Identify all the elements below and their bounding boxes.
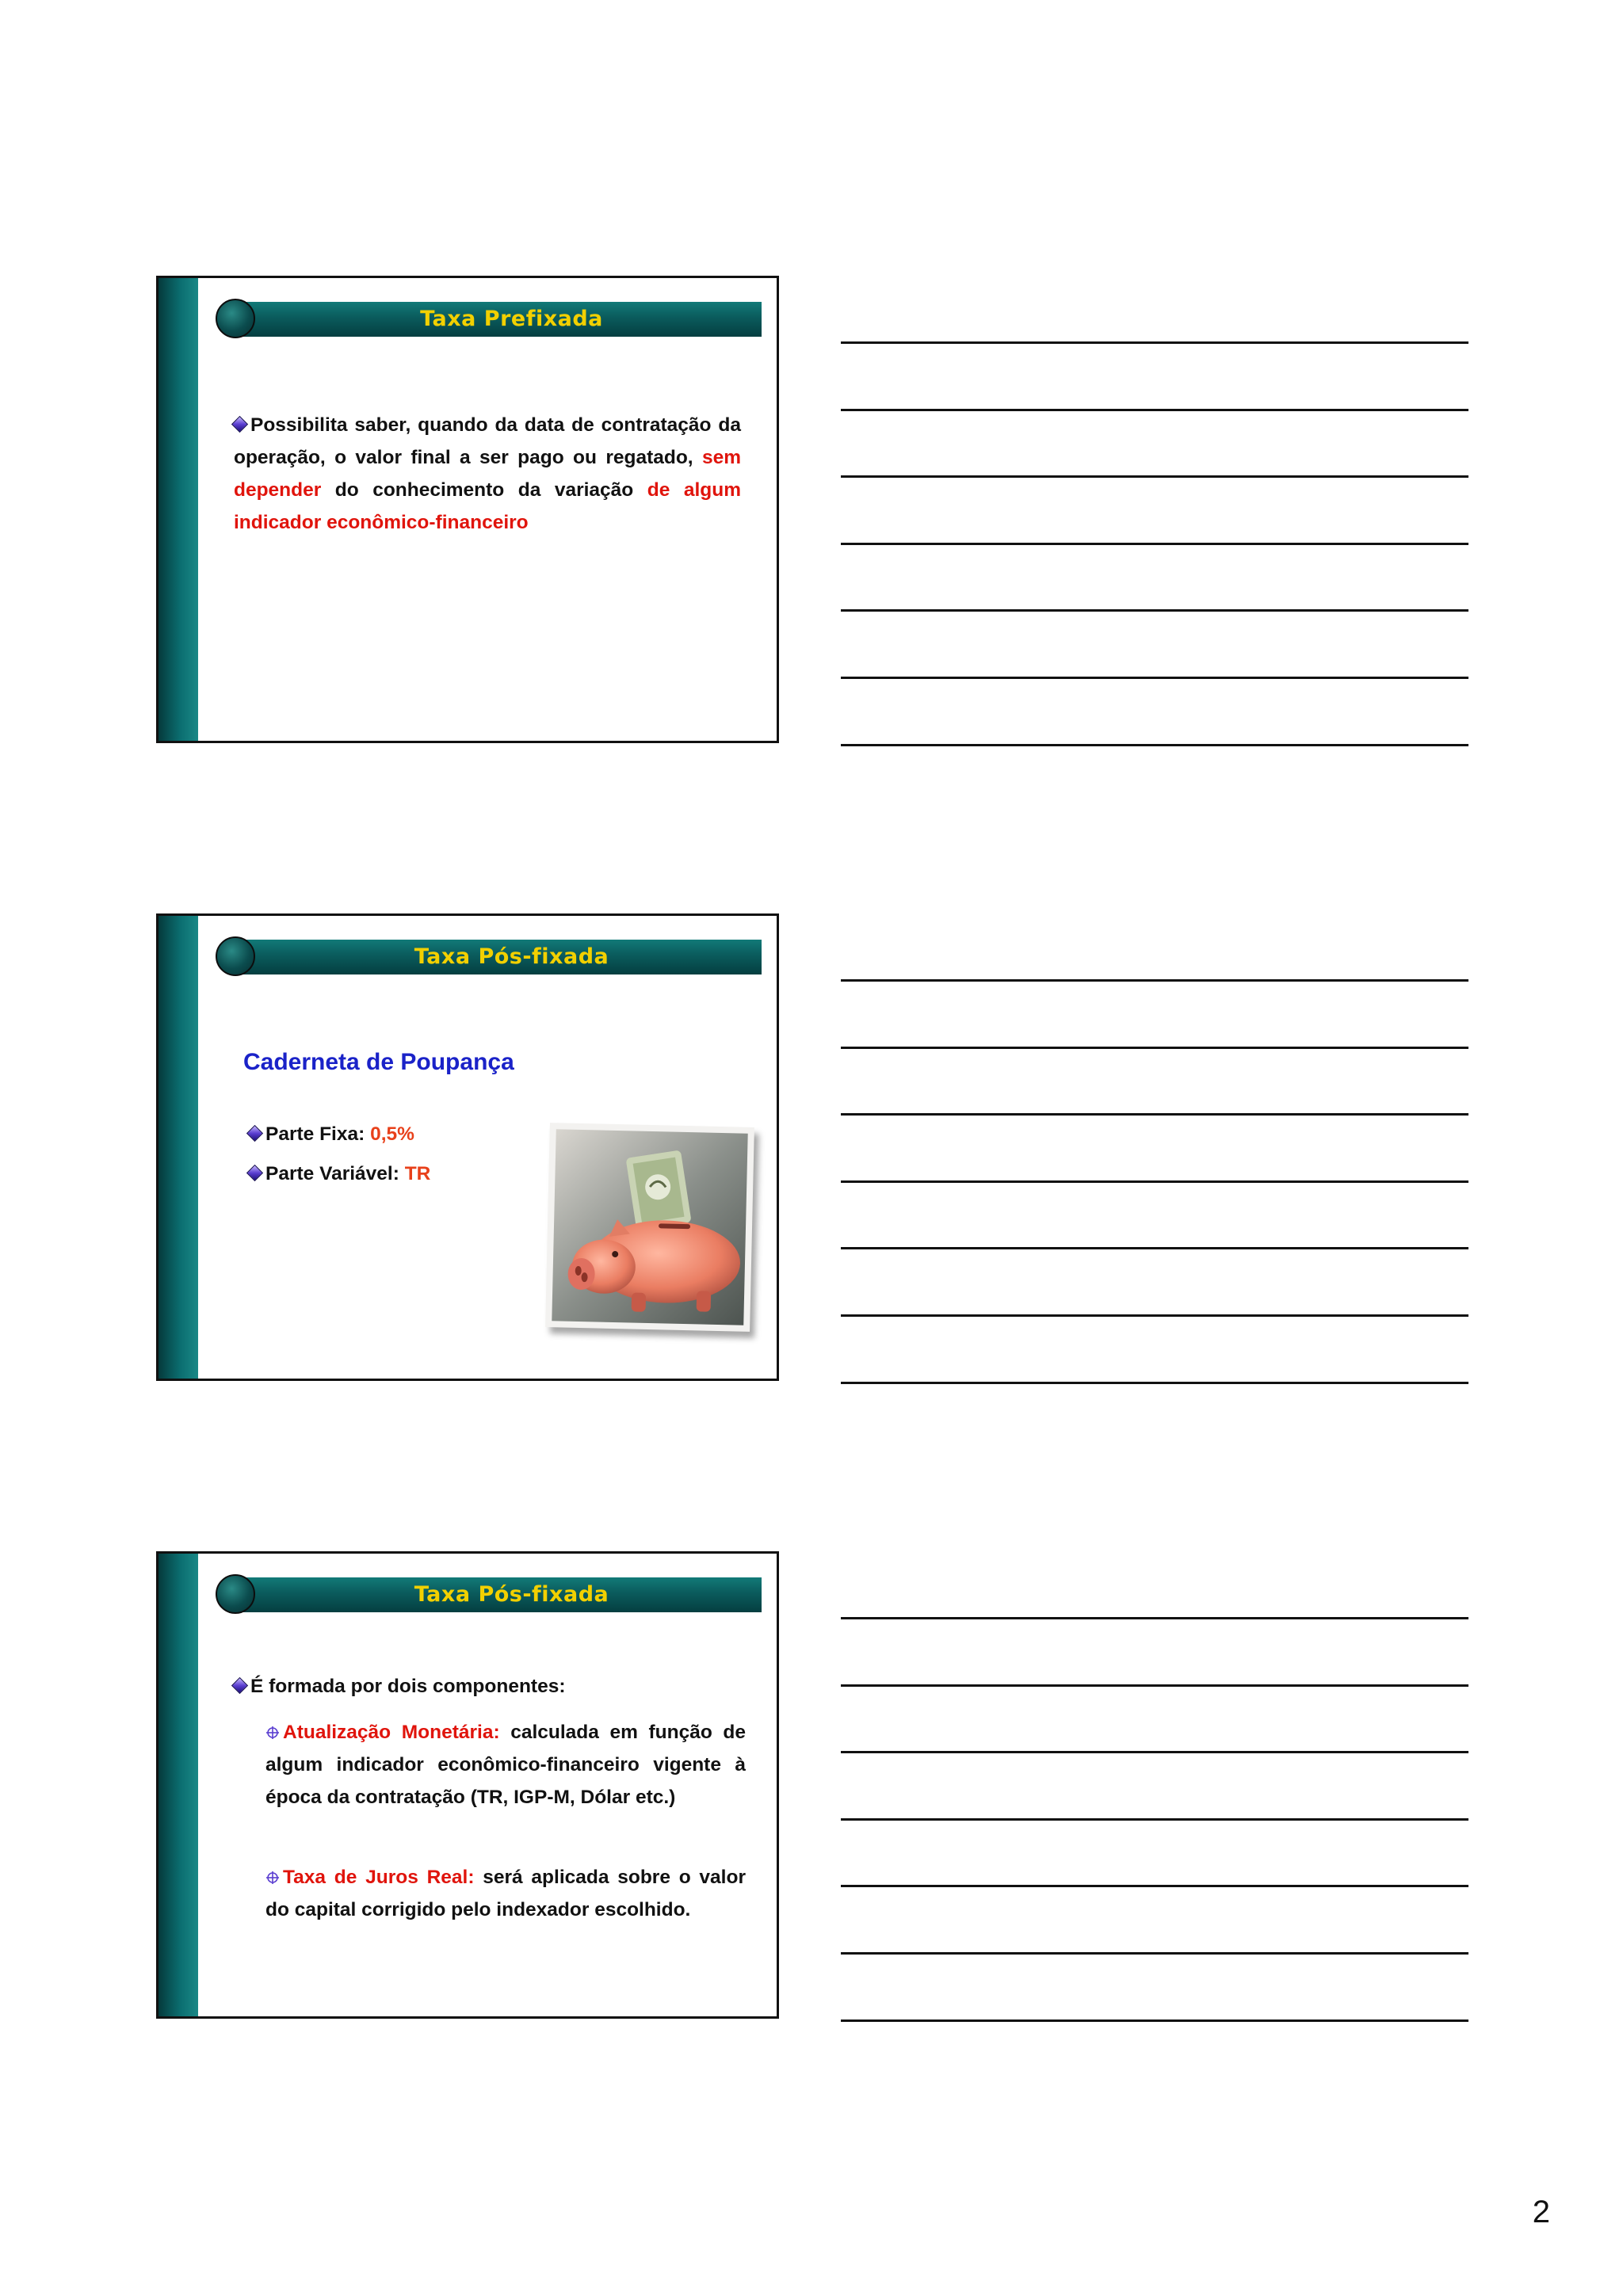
intro-text: É formada por dois componentes: [250, 1676, 566, 1697]
crosshair-bullet-icon [265, 1726, 280, 1740]
note-line [841, 979, 1468, 982]
title-bullet-circle [216, 936, 255, 976]
note-line [841, 543, 1468, 545]
body-text-red-1: sem depender [234, 447, 741, 501]
title-bullet-circle [216, 299, 255, 338]
note-line [841, 1180, 1468, 1183]
note-line [841, 1684, 1468, 1687]
slide-title: Taxa Pós-fixada [414, 944, 609, 969]
note-line [841, 1047, 1468, 1049]
slide-subtitle: Caderneta de Poupança [243, 1049, 514, 1075]
list-item [249, 1158, 430, 1190]
note-line [841, 1617, 1468, 1619]
note-line [841, 2019, 1468, 2022]
note-line [841, 475, 1468, 478]
note-line [841, 744, 1468, 746]
title-bullet-circle [216, 1574, 255, 1614]
component-item [265, 1716, 746, 1814]
component-item [265, 1861, 746, 1926]
item-label: Parte Fixa: [265, 1123, 371, 1145]
piggy-bank-image [545, 1123, 754, 1332]
diamond-bullet-icon [246, 1165, 263, 1181]
item-value: TR [404, 1163, 431, 1184]
slide-side-bar [158, 278, 198, 741]
list-item [249, 1118, 414, 1150]
slide-body [234, 409, 741, 539]
slide-title-bar [230, 940, 762, 974]
slide-title: Taxa Pós-fixada [414, 1582, 609, 1607]
note-line [841, 1314, 1468, 1317]
slide-1 [156, 276, 779, 743]
note-line [841, 1247, 1468, 1249]
item-label: Parte Variável: [265, 1163, 405, 1184]
body-text-b: do conhecimento da variação [321, 479, 647, 501]
slide-3 [156, 1551, 779, 2019]
component-text: será aplicada sobre o valor do capital corrigido pelo indexador escolhido. [265, 1867, 746, 1920]
slide-title: Taxa Prefixada [420, 307, 603, 331]
slide-intro [234, 1670, 741, 1703]
component-term: Atualização Monetária: [283, 1722, 500, 1743]
diamond-bullet-icon [231, 1677, 248, 1694]
note-line [841, 1113, 1468, 1116]
note-line [841, 677, 1468, 679]
item-value: 0,5% [370, 1123, 414, 1145]
piggy-bank-photo [545, 1123, 754, 1332]
component-text: calculada em função de algum indicador econômico-financeiro vigente à época da contratação (TR, IGP-M, Dólar etc.) [265, 1722, 746, 1808]
slide-title-bar [230, 1577, 762, 1612]
note-line [841, 1818, 1468, 1821]
slide-side-bar [158, 1554, 198, 2016]
note-line [841, 1952, 1468, 1955]
diamond-bullet-icon [231, 416, 248, 433]
slide-2 [156, 913, 779, 1381]
note-line [841, 409, 1468, 411]
page-number: 2 [1532, 2195, 1550, 2229]
note-line [841, 609, 1468, 612]
slide-title-bar [230, 302, 762, 337]
body-text-red-2: de algum indicador econômico-financeiro [234, 479, 742, 533]
note-line [841, 1382, 1468, 1384]
note-line [841, 1885, 1468, 1887]
note-line [841, 1751, 1468, 1753]
component-term: Taxa de Juros Real: [283, 1867, 475, 1888]
slide-side-bar [158, 916, 198, 1379]
body-text-a: Possibilita saber, quando da data de contratação da operação, o valor final a ser pago ou regatado, [234, 414, 741, 468]
diamond-bullet-icon [246, 1125, 263, 1142]
note-line [841, 341, 1468, 344]
crosshair-bullet-icon [265, 1871, 280, 1885]
